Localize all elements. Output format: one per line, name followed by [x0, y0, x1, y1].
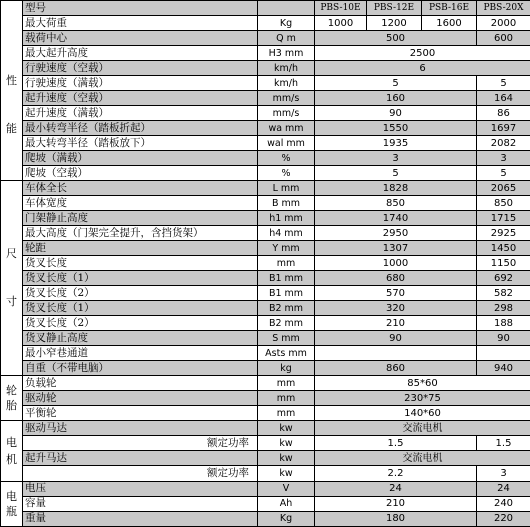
row-unit: mm/s: [258, 91, 315, 106]
row-value: 1450: [477, 241, 530, 256]
row-value: 1740: [315, 211, 477, 226]
row-value: 3: [477, 151, 530, 166]
row-value: 交流电机: [315, 421, 530, 436]
row-value: 6: [315, 61, 530, 76]
model-name: PSB-16E: [422, 1, 477, 16]
row-label: 起升速度（空载）: [23, 91, 258, 106]
row-unit: wal mm: [258, 136, 315, 151]
table-row: [1, 481, 530, 496]
row-label: 行驶速度（满载）: [23, 76, 258, 91]
row-label: 最大转弯半径（踏板放下）: [23, 136, 258, 151]
table-row: [1, 91, 530, 106]
row-label: 载荷中心: [23, 31, 258, 46]
category-battery: 电 瓶: [1, 481, 23, 527]
row-unit: km/h: [258, 61, 315, 76]
row-unit: B1 mm: [258, 271, 315, 286]
category-blank: [1, 16, 23, 31]
row-unit: B2 mm: [258, 316, 315, 331]
row-value: 600: [477, 31, 530, 46]
row-value: 交流电机: [315, 451, 530, 466]
row-value: 5: [315, 166, 477, 181]
category-performance: 性 能: [1, 31, 23, 181]
row-value: 5: [477, 166, 530, 181]
table-row: [1, 16, 530, 31]
row-value: 582: [477, 286, 530, 301]
row-value: 2950: [315, 226, 477, 241]
table-row-header: [1, 1, 530, 16]
row-value: 140*60: [315, 406, 530, 421]
table-row: [1, 106, 530, 121]
table-row: [1, 436, 530, 451]
row-value: 500: [315, 31, 477, 46]
table-row: [1, 316, 530, 331]
table-row: [1, 256, 530, 271]
row-unit: Asts mm: [258, 346, 315, 361]
row-value: 570: [315, 286, 477, 301]
table-row: [1, 151, 530, 166]
row-value: 1.5: [477, 436, 530, 451]
table-row: [1, 451, 530, 466]
table-row: [1, 406, 530, 421]
header-unit-cell: [258, 1, 315, 16]
table-row: [1, 196, 530, 211]
table-row: [1, 496, 530, 511]
category-motor: 电 机: [1, 421, 23, 481]
row-unit: h1 mm: [258, 211, 315, 226]
row-value: 1550: [315, 121, 477, 136]
row-value: 160: [315, 91, 477, 106]
table-row: [1, 271, 530, 286]
row-label: 货叉长度（1）: [23, 271, 258, 286]
table-row: [1, 31, 530, 46]
row-unit: Kg: [258, 16, 315, 31]
header-label: 型号: [23, 1, 258, 16]
row-value: 680: [315, 271, 477, 286]
row-label: 轮距: [23, 241, 258, 256]
row-unit: km/h: [258, 76, 315, 91]
row-unit: %: [258, 166, 315, 181]
row-unit: B1 mm: [258, 286, 315, 301]
row-unit: mm: [258, 376, 315, 391]
row-label: 电压: [23, 481, 258, 496]
row-unit: mm/s: [258, 106, 315, 121]
table-row: [1, 46, 530, 61]
row-label: 最大高度（门架完全提升，含挡货架）: [23, 226, 258, 241]
row-unit: mm: [258, 406, 315, 421]
row-value: 1.5: [315, 436, 477, 451]
row-unit: B2 mm: [258, 301, 315, 316]
row-value: 164: [477, 91, 530, 106]
row-value: 692: [477, 271, 530, 286]
table-row: [1, 301, 530, 316]
row-value: 850: [315, 196, 477, 211]
row-value: 1000: [315, 16, 367, 31]
row-label: 车体全长: [23, 181, 258, 196]
row-value: 1935: [315, 136, 477, 151]
model-name: PBS-20X: [477, 1, 530, 16]
row-value: 940: [477, 361, 530, 376]
row-value: 5: [477, 76, 530, 91]
row-value: 188: [477, 316, 530, 331]
category-blank: [1, 1, 23, 16]
table-row: [1, 61, 530, 76]
row-label: 货叉长度（2）: [23, 286, 258, 301]
row-value: 210: [315, 496, 477, 511]
row-unit: h4 mm: [258, 226, 315, 241]
table-row: [1, 211, 530, 226]
row-value: 2925: [477, 226, 530, 241]
row-value: 2082: [477, 136, 530, 151]
table-row: [1, 241, 530, 256]
row-label: 货叉长度（2）: [23, 316, 258, 331]
row-value: 90: [315, 106, 477, 121]
category-tires: 轮 胎: [1, 376, 23, 421]
row-unit: kw: [258, 421, 315, 436]
row-value: 1828: [315, 181, 477, 196]
model-name: PBS-10E: [315, 1, 367, 16]
table-row: [1, 466, 530, 481]
row-value: 2065: [477, 181, 530, 196]
row-unit: %: [258, 151, 315, 166]
row-unit: L mm: [258, 181, 315, 196]
row-label: 驱动马达: [23, 421, 258, 436]
row-label: 重量: [23, 511, 258, 526]
row-label: 爬坡（满载）: [23, 151, 258, 166]
row-unit: S mm: [258, 331, 315, 346]
row-value: 210: [315, 316, 477, 331]
row-label: 平衡轮: [23, 406, 258, 421]
row-value: 24: [315, 481, 477, 496]
row-label: 容量: [23, 496, 258, 511]
row-label: 驱动轮: [23, 391, 258, 406]
row-value: 850: [477, 196, 530, 211]
row-label: 自重（不带电脑）: [23, 361, 258, 376]
row-unit: Kg: [258, 511, 315, 526]
model-name: PBS-12E: [367, 1, 422, 16]
row-value: 3: [477, 466, 530, 481]
row-label: 爬坡（空载）: [23, 166, 258, 181]
row-label: 货叉长度: [23, 256, 258, 271]
row-value: 5: [315, 76, 477, 91]
table-row: [1, 76, 530, 91]
row-value: 2.2: [315, 466, 477, 481]
row-label: 负载轮: [23, 376, 258, 391]
table-row: [1, 391, 530, 406]
row-unit: kw: [258, 436, 315, 451]
row-label: 货叉长度（1）: [23, 301, 258, 316]
row-label: 最大起升高度: [23, 46, 258, 61]
row-value: 85*60: [315, 376, 530, 391]
row-label: 最小转弯半径（踏板折起）: [23, 121, 258, 136]
table-row: [1, 331, 530, 346]
table-row: [1, 361, 530, 376]
row-label: 车体宽度: [23, 196, 258, 211]
row-unit: H3 mm: [258, 46, 315, 61]
row-value: 1715: [477, 211, 530, 226]
row-value: 3: [315, 151, 477, 166]
row-value: 320: [315, 301, 477, 316]
table-row: [1, 181, 530, 196]
table-row: [1, 226, 530, 241]
row-value: 1307: [315, 241, 477, 256]
row-label: 门架静止高度: [23, 211, 258, 226]
row-value: 1200: [367, 16, 422, 31]
table-row: [1, 421, 530, 436]
row-unit: mm: [258, 256, 315, 271]
row-value: 90: [477, 331, 530, 346]
table-row: [1, 121, 530, 136]
row-value: 240: [477, 496, 530, 511]
table-row: [1, 376, 530, 391]
row-value: 1697: [477, 121, 530, 136]
row-label: 行驶速度（空载）: [23, 61, 258, 76]
row-label: 起升速度（满载）: [23, 106, 258, 121]
row-value: 180: [315, 511, 477, 526]
row-value: 230*75: [315, 391, 530, 406]
row-label: 额定功率: [23, 436, 258, 451]
row-unit: Y mm: [258, 241, 315, 256]
row-unit: kw: [258, 451, 315, 466]
row-unit: kg: [258, 361, 315, 376]
row-unit: mm: [258, 391, 315, 406]
row-value: 220: [477, 511, 530, 526]
row-value: 298: [477, 301, 530, 316]
row-unit: kw: [258, 466, 315, 481]
table-row: [1, 286, 530, 301]
row-value: 24: [477, 481, 530, 496]
row-value: 2500: [315, 46, 530, 61]
row-value: 1000: [315, 256, 477, 271]
table-row: [1, 166, 530, 181]
table-row: [1, 136, 530, 151]
row-value: 2000: [477, 16, 530, 31]
row-unit: V: [258, 481, 315, 496]
row-label: 额定功率: [23, 466, 258, 481]
row-label: 货叉静止高度: [23, 331, 258, 346]
row-value: 1150: [477, 256, 530, 271]
row-unit: wa mm: [258, 121, 315, 136]
table-row: [1, 346, 530, 361]
category-size: 尺 寸: [1, 181, 23, 376]
row-value: 90: [315, 331, 477, 346]
table-row: [1, 511, 530, 526]
row-unit: B mm: [258, 196, 315, 211]
row-unit: Ah: [258, 496, 315, 511]
row-label: 起升马达: [23, 451, 258, 466]
row-value: 860: [315, 361, 477, 376]
row-value: [477, 346, 530, 361]
row-label: 最小窄巷通道: [23, 346, 258, 361]
row-label: 最大荷重: [23, 16, 258, 31]
row-value: [315, 346, 477, 361]
row-unit: Q m: [258, 31, 315, 46]
row-value: 86: [477, 106, 530, 121]
row-value: 1600: [422, 16, 477, 31]
